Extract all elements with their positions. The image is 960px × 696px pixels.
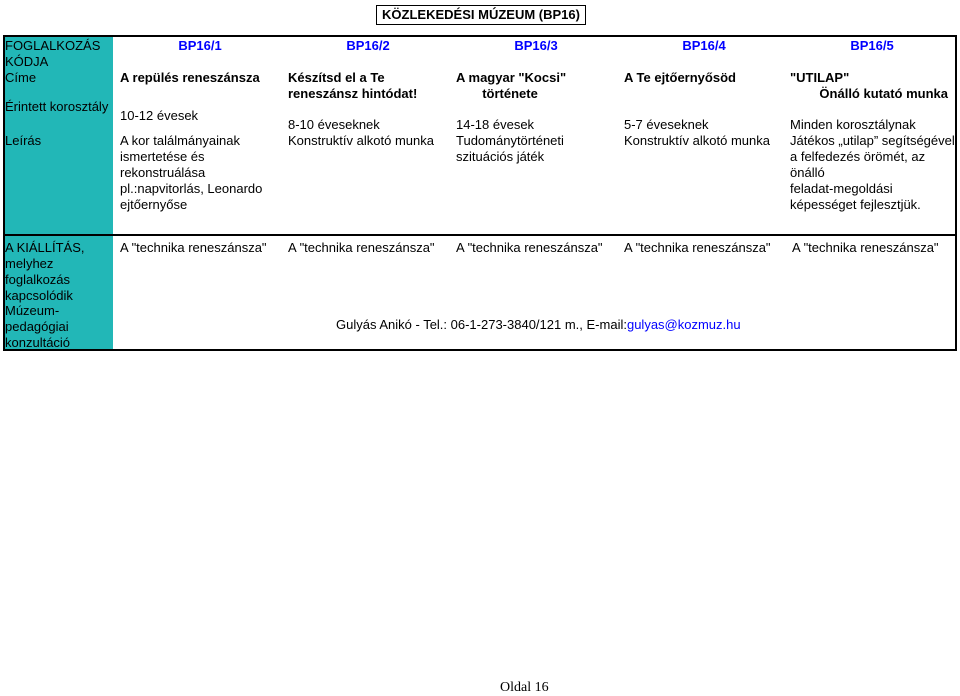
label-name: Címe <box>5 70 37 85</box>
desc-line: önálló <box>790 165 825 180</box>
consult-text: Gulyás Anikó - Tel.: 06-1-273-3840/121 m., E-mail: <box>336 317 627 332</box>
name-bp16-5-line2: Önálló kutató munka <box>819 86 948 101</box>
desc-line: képességet fejlesztjük. <box>790 197 921 212</box>
desc-line: A kor találmányainak <box>120 133 240 148</box>
desc-line: rekonstruálása <box>120 165 206 180</box>
code-bp16-5: BP16/5 <box>850 38 894 53</box>
code-bp16-4: BP16/4 <box>682 38 726 53</box>
exhibit-bp16-5: A "technika reneszánsza" <box>792 240 939 255</box>
label-exhibit: A KIÁLLÍTÁS, melyhez foglalkozás kapcsolódik <box>5 240 85 303</box>
exhibit-bp16-2: A "technika reneszánsza" <box>288 240 435 255</box>
name-bp16-5-line1: "UTILAP" <box>790 70 850 85</box>
section-divider <box>3 234 957 236</box>
desc-bp16-4 <box>624 133 770 149</box>
name-bp16-2-line2: reneszánsz hintódat! <box>288 86 418 101</box>
name-bp16-1: A repülés reneszánsza <box>120 70 260 85</box>
name-bp16-3-line2: története <box>482 86 538 101</box>
email-link[interactable]: gulyas@kozmuz.hu <box>626 317 741 332</box>
desc-line: ejtőernyőse <box>120 197 188 212</box>
age-bp16-5: Minden korosztálynak <box>790 117 916 132</box>
desc-line: szituációs játék <box>456 149 545 164</box>
exhibit-bp16-1: A "technika reneszánsza" <box>120 240 267 255</box>
page-number: Oldal 16 <box>500 680 549 695</box>
desc-line: Konstruktív alkotó munka <box>624 133 770 148</box>
age-bp16-1: 10-12 évesek <box>120 108 199 123</box>
age-bp16-4: 5-7 éveseknek <box>624 117 709 132</box>
exhibit-bp16-4: A "technika reneszánsza" <box>624 240 771 255</box>
age-bp16-3: 14-18 évesek <box>456 117 535 132</box>
age-bp16-2: 8-10 éveseknek <box>288 117 380 132</box>
name-bp16-3-line1: A magyar "Kocsi" <box>456 70 567 85</box>
desc-line: a felfedezés örömét, az <box>790 149 926 164</box>
page-title: KÖZLEKEDÉSI MÚZEUM (BP16) <box>376 5 586 25</box>
consult-contact <box>336 317 741 333</box>
desc-line: pl.:napvitorlás, Leonardo <box>120 181 263 196</box>
desc-line: ismertetése és <box>120 149 205 164</box>
code-bp16-1: BP16/1 <box>178 38 222 53</box>
label-age: Érintett korosztály <box>5 99 109 114</box>
exhibit-bp16-3: A "technika reneszánsza" <box>456 240 603 255</box>
desc-line: feladat-megoldási <box>790 181 893 196</box>
desc-bp16-5 <box>790 133 955 213</box>
desc-line: Játékos „utilap” segítségével <box>790 133 955 148</box>
code-bp16-2: BP16/2 <box>346 38 390 53</box>
label-desc: Leírás <box>5 133 42 148</box>
desc-line: Tudománytörténeti <box>456 133 564 148</box>
desc-line: Konstruktív alkotó munka <box>288 133 434 148</box>
label-consult: Múzeum-pedagógiai konzultáció <box>5 303 71 350</box>
label-code: FOGLALKOZÁS KÓDJA <box>5 38 101 69</box>
desc-bp16-2 <box>288 133 434 149</box>
name-bp16-2-line1: Készítsd el a Te <box>288 70 385 85</box>
desc-bp16-1 <box>120 133 262 213</box>
code-bp16-3: BP16/3 <box>514 38 558 53</box>
desc-bp16-3 <box>456 133 564 165</box>
name-bp16-4: A Te ejtőernyősöd <box>624 70 736 85</box>
